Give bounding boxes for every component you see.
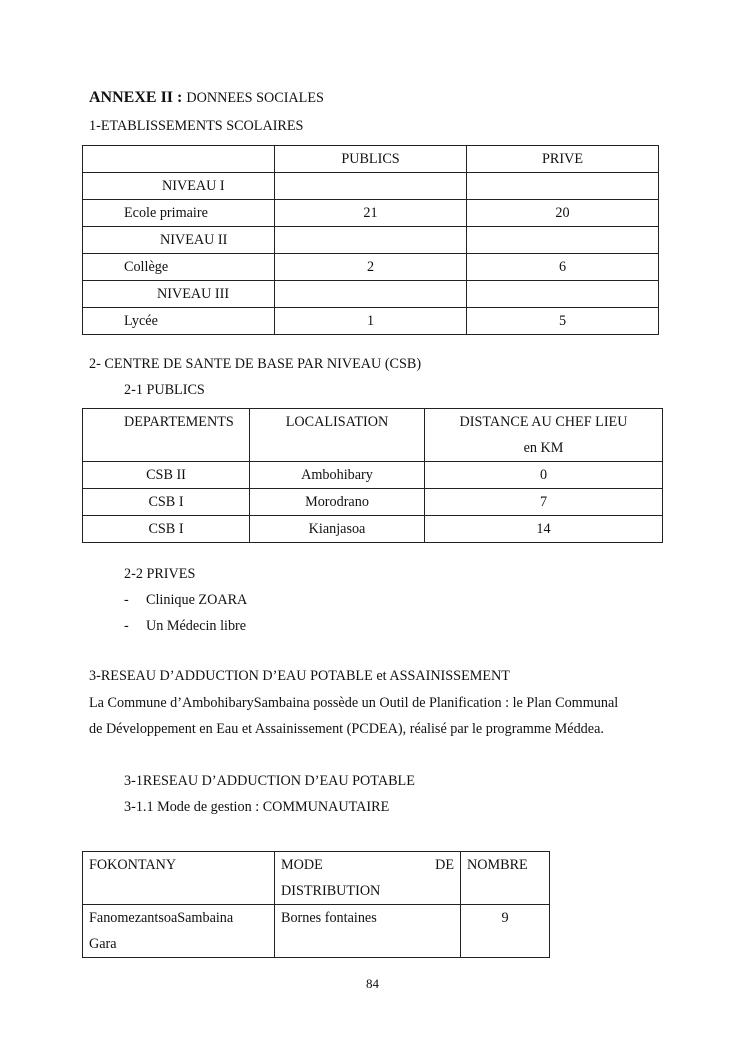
mode-header-a: MODE DE [281,857,454,873]
prive-cell: 20 [467,200,659,227]
publics-cell: 2 [275,254,467,281]
distance-header: DISTANCE AU CHEF LIEU [459,414,628,430]
header-cell [83,146,275,173]
list-item [124,618,247,635]
nombre-cell: 9 [461,905,550,958]
list-item [124,592,248,609]
prive-cell [467,281,659,308]
publics-cell: 1 [275,308,467,335]
mode-header-c: DISTRIBUTION [281,883,381,899]
annex-title [89,89,324,107]
dist-cell: 14 [425,516,663,543]
school-label: Ecole primaire [83,200,275,227]
page-number: 84 [366,976,379,991]
bullet: - [124,618,129,634]
dist-cell: 7 [425,489,663,516]
private-item: Clinique ZOARA [146,592,248,608]
header-cell: PUBLICS [275,146,467,173]
publics-cell: 21 [275,200,467,227]
section3-paragraph-line2: de Développement en Eau et Assainissement (PCDEA), réalisé par le programme Méddea. [89,721,604,737]
header-cell: FOKONTANY [83,852,275,905]
section3-title: 3-RESEAU D’ADDUCTION D’EAU POTABLE et ASSAINISSEMENT [89,668,510,684]
bullet: - [124,592,129,608]
annex-prefix: ANNEXE II : [89,89,187,106]
section3-paragraph-line1: La Commune d’AmbohibarySambaina possède un Outil de Planification : le Plan Communal [89,695,619,711]
header-cell: DEPARTEMENTS [83,409,250,462]
mode-cell: Bornes fontaines [275,905,461,958]
section3-sub1: 3-1RESEAU D’ADDUCTION D’EAU POTABLE [124,773,415,789]
level-label: NIVEAU III [83,281,275,308]
header-cell: NOMBRE [461,852,550,905]
table-row [83,254,659,281]
table-header-row [83,146,659,173]
table-header-row [83,409,663,462]
dist-cell: 0 [425,462,663,489]
table-row [83,489,663,516]
school-label: Lycée [83,308,275,335]
fokontany-cell [83,905,275,958]
csb-table [82,408,663,543]
table-header-row [83,852,550,905]
level-label: NIVEAU I [83,173,275,200]
private-item: Un Médecin libre [146,618,247,634]
table-row [83,905,550,958]
header-cell: PRIVE [467,146,659,173]
fokontany-line1: FanomezantsoaSambaina [89,910,234,926]
loc-cell: Ambohibary [250,462,425,489]
level-label: NIVEAU II [83,227,275,254]
section2-sub2: 2-2 PRIVES [124,566,196,582]
loc-cell: Morodrano [250,489,425,516]
section2-title: 2- CENTRE DE SANTE DE BASE PAR NIVEAU (CSB) [89,356,422,372]
section3-sub11: 3-1.1 Mode de gestion : COMMUNAUTAIRE [124,799,390,815]
prive-cell [467,227,659,254]
table-row [83,173,659,200]
table-row [83,281,659,308]
section2-sub1: 2-1 PUBLICS [124,382,205,398]
header-cell: LOCALISATION [250,409,425,462]
table-row [83,308,659,335]
schools-table [82,145,659,335]
distance-unit: en KM [523,440,564,456]
prive-cell: 5 [467,308,659,335]
annex-subtitle: DONNEES SOCIALES [186,90,324,106]
table-row [83,227,659,254]
prive-cell [467,173,659,200]
water-table [82,851,550,958]
section1-title: 1-ETABLISSEMENTS SCOLAIRES [89,118,304,134]
header-cell [425,409,663,462]
dept-cell: CSB II [83,462,250,489]
publics-cell [275,281,467,308]
table-row [83,200,659,227]
prive-cell: 6 [467,254,659,281]
table-row [83,462,663,489]
table-row [83,516,663,543]
dept-cell: CSB I [83,516,250,543]
header-cell [275,852,461,905]
publics-cell [275,173,467,200]
publics-cell [275,227,467,254]
school-label: Collège [83,254,275,281]
loc-cell: Kianjasoa [250,516,425,543]
fokontany-line2: Gara [89,936,117,952]
dept-cell: CSB I [83,489,250,516]
